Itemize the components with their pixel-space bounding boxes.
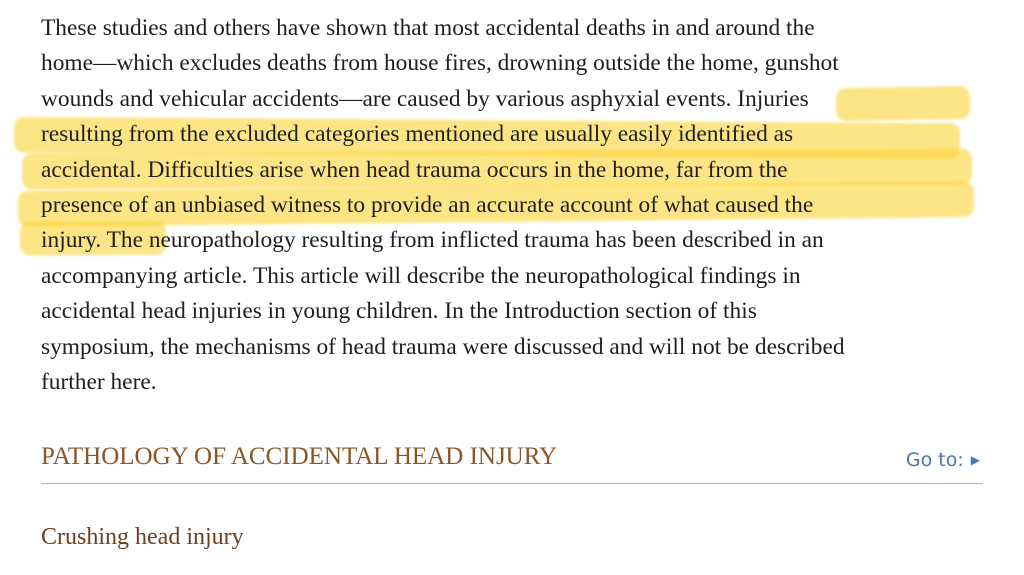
paragraph-line: home—which excludes deaths from house fires, drowning outside the home, gunshot	[41, 50, 839, 77]
paragraph-line: symposium, the mechanisms of head trauma were discussed and will not be described	[41, 333, 845, 360]
section-heading: PATHOLOGY OF ACCIDENTAL HEAD INJURY	[41, 443, 558, 470]
paragraph-line: accidental head injuries in young children. In the Introduction section of this	[41, 298, 757, 325]
paragraph-line: These studies and others have shown that most accidental deaths in and around the	[41, 15, 815, 41]
subsection-heading: Crushing head injury	[41, 524, 244, 550]
paragraph-line: injury. The neuropathology resulting from inflicted trauma has been described in an	[41, 227, 824, 254]
section-divider	[41, 483, 983, 484]
triangle-right-icon: ▶	[970, 453, 980, 467]
goto-menu-button[interactable]	[906, 449, 980, 471]
paragraph-line: wounds and vehicular accidents—are caused by various asphyxial events. Injuries	[41, 85, 809, 112]
goto-label: Go to:	[905, 449, 964, 471]
paragraph-line: resulting from the excluded categories mentioned are usually easily identified as	[41, 121, 794, 148]
paragraph-line: further here.	[41, 369, 157, 396]
paragraph-line: accidental. Difficulties arise when head trauma occurs in the home, far from the	[41, 156, 788, 183]
paragraph-line: presence of an unbiased witness to provide an accurate account of what caused the	[41, 192, 814, 219]
paragraph-line: accompanying article. This article will describe the neuropathological findings in	[41, 262, 801, 289]
body-paragraph[interactable]	[41, 11, 991, 400]
